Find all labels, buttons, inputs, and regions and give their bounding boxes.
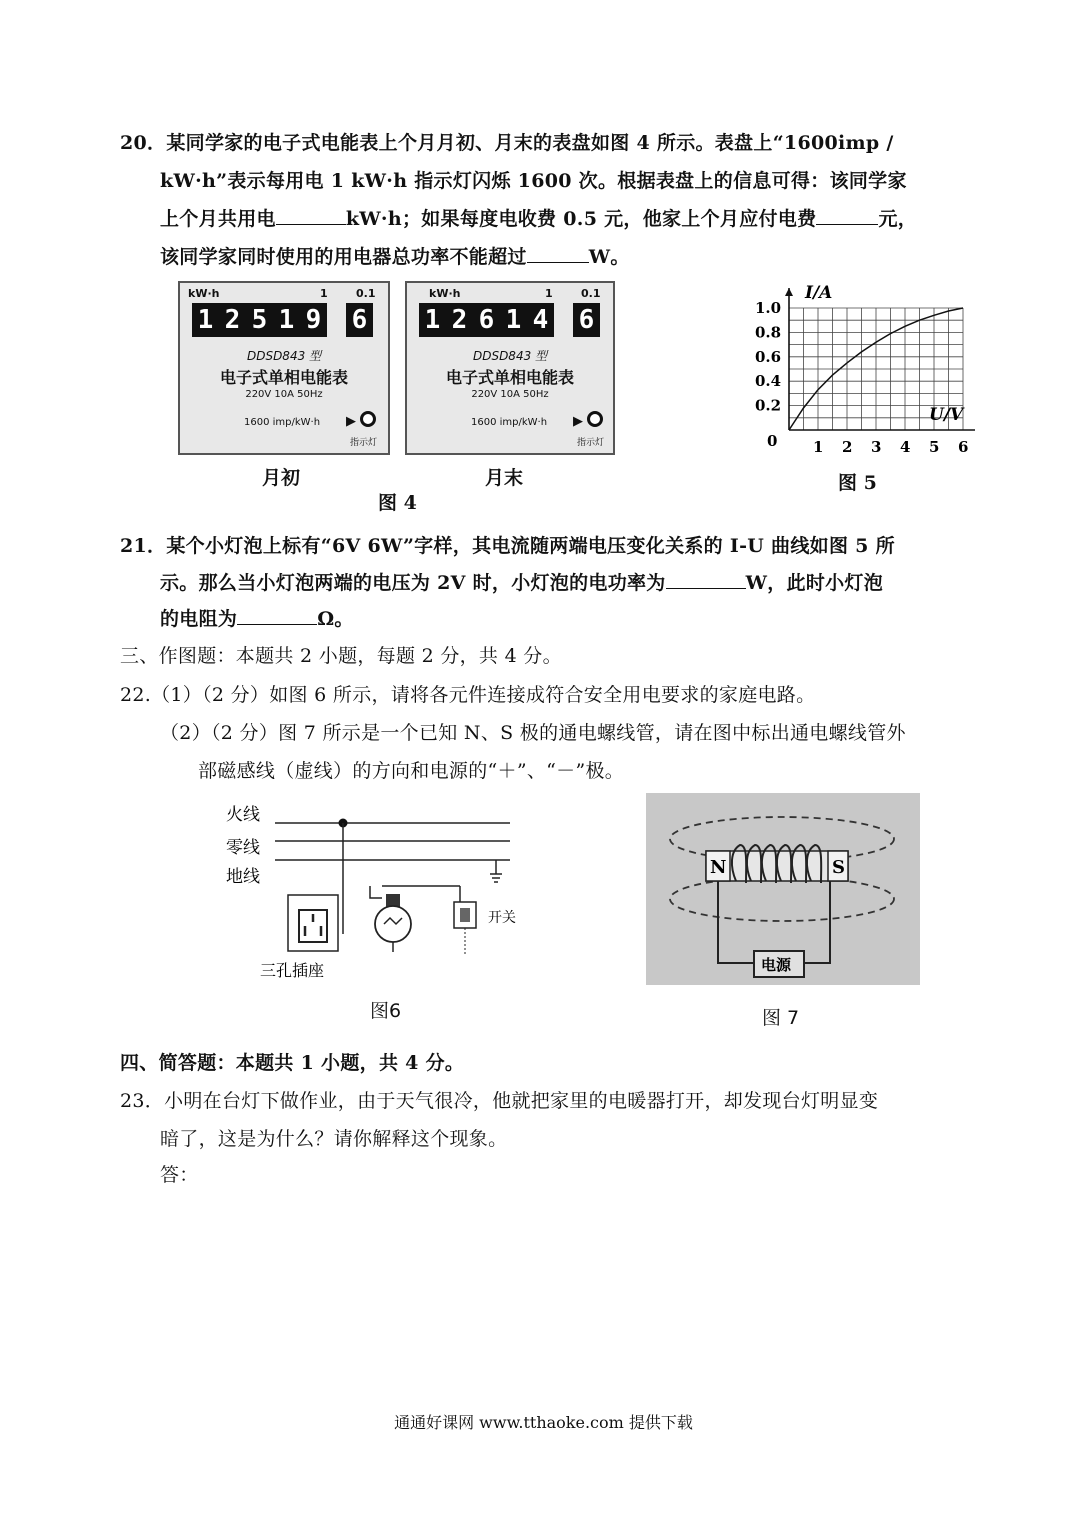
figure5-caption: 图 5 (838, 472, 877, 494)
meter-digits (192, 303, 327, 337)
section3-heading: 三、作图题：本题共 2 小题，每题 2 分，共 4 分。 (120, 645, 562, 667)
indicator-lamp-icon (360, 411, 376, 427)
x-tick-label: 2 (842, 438, 853, 456)
q20-line2: kW·h”表示每用电 1 kW·h 指示灯闪烁 1600 次。根据表盘上的信息可得：该同学家 (160, 170, 907, 192)
q22-line3: 部磁感线（虚线）的方向和电源的“＋”、“－”极。 (198, 760, 625, 782)
q20-line4 (160, 242, 630, 269)
digit: 6 (478, 305, 495, 335)
neutral-wire-label: 零线 (226, 838, 260, 858)
meter-imp: 1600 imp/kW·h (244, 417, 321, 428)
q21-line2-b: W，此时小灯泡 (745, 572, 884, 594)
arrow-icon: ▶ (573, 414, 583, 429)
y-axis-arrow-icon (785, 288, 793, 296)
answer-blank-cost[interactable] (816, 208, 878, 225)
south-pole-label: S (832, 857, 845, 878)
x-tick-label: 4 (900, 438, 911, 456)
digit: 1 (505, 305, 522, 335)
digit: 1 (424, 305, 441, 335)
household-circuit-diagram (220, 798, 540, 988)
x-tick-label: 1 (813, 438, 824, 456)
q21-line3-a: 的电阻为 (160, 608, 238, 630)
lamp-label: 指示灯 (577, 438, 605, 448)
meter-spec: 220V 10A 50Hz (245, 389, 323, 400)
q20-line1: 20．某同学家的电子式电能表上个月月初、月末的表盘如图 4 所示。表盘上“1600imp / (120, 132, 894, 154)
digit: 1 (278, 305, 295, 335)
meter-name: 电子式单相电能表 (445, 368, 574, 387)
q23-line1: 23．小明在台灯下做作业，由于天气很冷，他就把家里的电暖器打开，却发现台灯明显变 (120, 1090, 879, 1112)
q22-line2: （2）（2 分）图 7 所示是一个已知 N、S 极的通电螺线管，请在图中标出通电螺线管外 (160, 722, 906, 744)
digit: 2 (451, 305, 468, 335)
power-source-label: 电源 (761, 956, 792, 974)
meter-mark-1: 1 (545, 287, 553, 300)
live-wire-label: 火线 (226, 805, 260, 825)
meter-end-label: 月末 (485, 467, 524, 489)
answer-blank-power[interactable] (527, 246, 589, 263)
page-footer: 通通好课网 www.tthaoke.com 提供下载 (394, 1413, 693, 1432)
x-tick-label: 5 (929, 438, 940, 456)
origin-label: 0 (767, 432, 778, 450)
y-axis-label: I/A (805, 283, 833, 303)
q20-line3-b: kW·h；如果每度电收费 0.5 元，他家上个月应付电费 (345, 208, 817, 230)
meter-digits (419, 303, 554, 337)
x-axis-label: U/V (929, 405, 964, 425)
meter-mark-01: 0.1 (581, 287, 601, 300)
y-tick-label: 1.0 (755, 299, 782, 317)
digit: 2 (224, 305, 241, 335)
x-tick-label: 6 (958, 438, 969, 456)
q22-line1: 22.（1）（2 分）如图 6 所示，请将各元件连接成符合安全用电要求的家庭电路。 (120, 684, 816, 706)
meter-unit: kW·h (188, 287, 220, 300)
arrow-icon: ▶ (346, 414, 356, 429)
solenoid-diagram (646, 793, 920, 985)
north-pole-label: N (710, 857, 727, 878)
indicator-lamp-icon (587, 411, 603, 427)
meter-decimal-digit: 6 (573, 303, 600, 337)
figure7-caption: 图 7 (762, 1007, 800, 1029)
q21-line3-b: Ω。 (317, 608, 354, 630)
q20-line3-c: 元， (878, 208, 918, 230)
q21-line1: 21．某个小灯泡上标有“6V 6W”字样，其电流随两端电压变化关系的 I-U 曲线如图 5 所 (120, 535, 895, 557)
q20-line4-a: 该同学家同时使用的用电器总功率不能超过 (160, 246, 527, 268)
digit: 9 (305, 305, 322, 335)
iu-curve-chart (745, 272, 975, 472)
lamp-label: 指示灯 (350, 438, 378, 448)
meter-mark-01: 0.1 (356, 287, 376, 300)
q20-line3 (160, 204, 917, 231)
digit: 5 (251, 305, 268, 335)
answer-label: 答： (160, 1164, 199, 1186)
energy-meter-end (405, 281, 615, 455)
meter-mark-1: 1 (320, 287, 328, 300)
switch-label: 开关 (488, 910, 516, 926)
answer-blank-resistance[interactable] (237, 608, 317, 625)
digit: 1 (197, 305, 214, 335)
meter-unit: kW·h (429, 287, 461, 300)
y-tick-label: 0.8 (755, 323, 782, 342)
answer-blank-energy[interactable] (276, 208, 346, 225)
meter-decimal-digit: 6 (346, 303, 373, 337)
answer-blank-bulb-power[interactable] (666, 572, 746, 589)
q20-line4-b: W。 (588, 246, 630, 268)
meter-model: DDSD843 型 (246, 349, 322, 363)
meter-start-label: 月初 (262, 467, 301, 489)
q20-line3-a: 上个月共用电 (160, 208, 276, 230)
ground-wire-label: 地线 (226, 867, 260, 887)
meter-spec: 220V 10A 50Hz (471, 389, 549, 400)
meter-imp: 1600 imp/kW·h (471, 417, 548, 428)
figure4-caption: 图 4 (378, 492, 417, 514)
meter-model: DDSD843 型 (472, 349, 548, 363)
q23-line2: 暗了，这是为什么？请你解释这个现象。 (160, 1128, 508, 1150)
energy-meter-start (178, 281, 390, 455)
y-tick-label: 0.2 (755, 396, 782, 415)
q21-line2-a: 示。那么当小灯泡两端的电压为 2V 时，小灯泡的电功率为 (160, 572, 666, 594)
socket-label: 三孔插座 (260, 961, 325, 980)
meter-name: 电子式单相电能表 (219, 368, 348, 387)
section4-heading: 四、简答题：本题共 1 小题，共 4 分。 (120, 1052, 465, 1074)
x-tick-label: 3 (871, 438, 882, 456)
figure6-caption: 图6 (370, 1000, 402, 1022)
q21-line2 (160, 568, 883, 595)
digit: 4 (532, 305, 549, 335)
light-bulb-icon (375, 906, 411, 942)
q21-line3 (160, 604, 354, 631)
y-tick-label: 0.6 (755, 347, 782, 366)
y-tick-label: 0.4 (755, 372, 782, 391)
